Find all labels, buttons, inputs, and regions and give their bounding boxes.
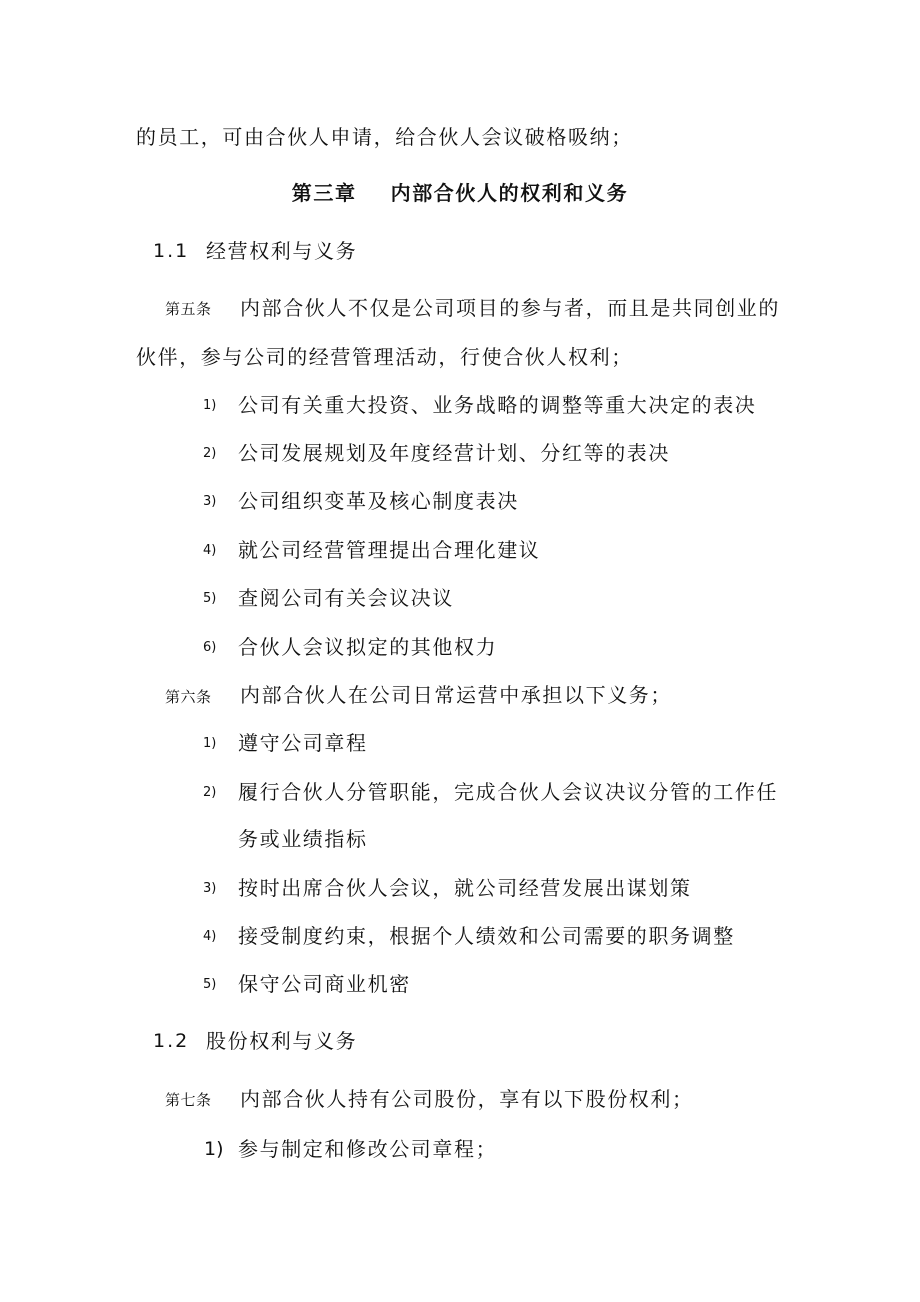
list-item-number: 5) xyxy=(203,591,217,606)
list-item-text: 公司有关重大投资、业务战略的调整等重大决定的表决 xyxy=(238,393,757,417)
list-item-text: 公司发展规划及年度经营计划、分红等的表决 xyxy=(238,441,670,465)
intro-line: 的员工，可由合伙人申请，给合伙人会议破格吸纳； xyxy=(136,125,633,149)
list-item-number: 4) xyxy=(203,929,217,944)
list-item-text: 保守公司商业机密 xyxy=(238,972,411,996)
list-item-number: 2) xyxy=(203,446,217,461)
list-item-text: 查阅公司有关会议决议 xyxy=(238,586,454,610)
section-title: 经营权利与义务 xyxy=(206,239,358,263)
chapter-title: 内部合伙人的权利和义务 xyxy=(390,181,629,205)
list-item-text-continued: 务或业绩指标 xyxy=(238,827,368,851)
chapter-number: 第三章 xyxy=(291,181,357,205)
list-item-number: 3) xyxy=(203,494,217,509)
list-item-text: 按时出席合伙人会议，就公司经营发展出谋划策 xyxy=(238,876,692,900)
list-item-text: 公司组织变革及核心制度表决 xyxy=(238,489,519,513)
list-item-text: 履行合伙人分管职能，完成合伙人会议决议分管的工作任 xyxy=(238,780,778,804)
chapter-heading xyxy=(0,181,920,205)
watermark: zixin.com.cn xyxy=(448,602,811,667)
article-label: 第六条 xyxy=(165,688,212,706)
list-item-number: 1) xyxy=(203,736,217,751)
article-text: 内部合伙人持有公司股份，享有以下股份权利； xyxy=(240,1087,694,1111)
article-label: 第七条 xyxy=(165,1091,212,1109)
list-item-text: 就公司经营管理提出合理化建议 xyxy=(238,538,541,562)
list-item-number: 5) xyxy=(203,977,217,992)
list-item-number: 3) xyxy=(203,881,217,896)
article-label: 第五条 xyxy=(165,300,212,318)
list-item-number: 6) xyxy=(203,640,217,655)
article-text: 内部合伙人不仅是公司项目的参与者，而且是共同创业的 xyxy=(240,296,780,320)
list-item-number: 1) xyxy=(204,1138,224,1160)
list-item-number: 1) xyxy=(203,398,217,413)
section-number: 1.1 xyxy=(153,240,190,262)
article-text: 伙伴，参与公司的经营管理活动，行使合伙人权利； xyxy=(136,345,633,369)
article-text: 内部合伙人在公司日常运营中承担以下义务； xyxy=(240,683,672,707)
list-item-text: 参与制定和修改公司章程； xyxy=(238,1137,498,1161)
list-item-number: 4) xyxy=(203,543,217,558)
list-item-number: 2) xyxy=(203,785,217,800)
section-number: 1.2 xyxy=(153,1030,190,1052)
list-item-text: 合伙人会议拟定的其他权力 xyxy=(238,635,498,659)
list-item-text: 接受制度约束，根据个人绩效和公司需要的职务调整 xyxy=(238,924,735,948)
list-item-text: 遵守公司章程 xyxy=(238,731,368,755)
section-title: 股份权利与义务 xyxy=(206,1029,358,1053)
